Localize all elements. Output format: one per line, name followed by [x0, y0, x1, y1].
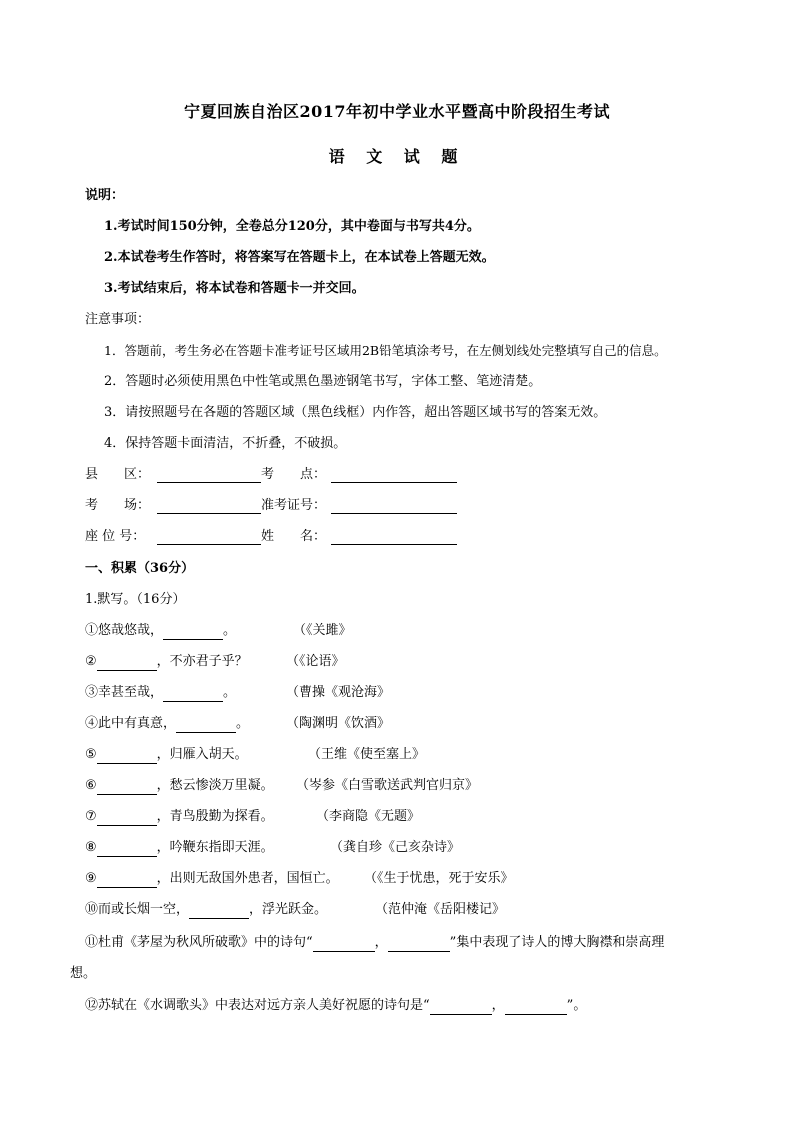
recitation-item: ⑤ ，归雁入胡天。 [85, 747, 248, 762]
answer-blank[interactable] [189, 904, 249, 919]
recitation-item: ⑩而或长烟一空， ，浮光跃金。 [85, 902, 328, 917]
exam-title: 宁夏回族自治区2017年初中学业水平暨高中阶段招生考试 [183, 102, 611, 121]
note-item: 3．请按照题号在各题的答题区域（黑色线框）内作答，超出答题区域书写的答案无效。 [104, 405, 607, 420]
answer-blank[interactable] [97, 873, 157, 888]
item-source: （李商隐《无题》 [316, 809, 421, 824]
answer-blank[interactable] [97, 749, 157, 764]
seat-no-field[interactable] [157, 544, 261, 545]
item-source: （《论语》 [286, 654, 345, 669]
recitation-item: ④此中有真意， 。 [85, 716, 250, 731]
answer-blank[interactable] [163, 625, 223, 640]
recitation-item: ② ，不亦君子乎？ [85, 654, 248, 669]
county-field[interactable] [157, 482, 261, 483]
recitation-item-11-cont: 想。 [70, 966, 97, 981]
instruction-item: 2.本试卷考生作答时，将答案写在答题卡上，在本试卷上答题无效。 [104, 250, 495, 265]
item-source: （陶渊明《饮酒》 [286, 716, 391, 731]
answer-blank[interactable] [176, 718, 236, 733]
answer-blank[interactable] [313, 937, 375, 952]
note-item: 4．保持答题卡面清洁，不折叠，不破损。 [104, 436, 347, 451]
name-label: 姓 名： [261, 529, 327, 544]
answer-blank[interactable] [97, 811, 157, 826]
answer-blank[interactable] [97, 656, 157, 671]
exam-site-label: 考 点： [261, 467, 327, 482]
item-source: （《生于忧患，死于安乐》 [364, 871, 514, 886]
ticket-no-label: 准考证号： [261, 498, 327, 513]
instruction-item: 3.考试结束后，将本试卷和答题卡一并交回。 [104, 281, 365, 296]
answer-blank[interactable] [430, 1000, 492, 1015]
instructions-heading: 说明： [85, 188, 125, 203]
answer-blank[interactable] [388, 937, 450, 952]
answer-blank[interactable] [163, 687, 223, 702]
question-1: 1.默写。（16分） [85, 592, 186, 607]
note-item: 1．答题前，考生务必在答题卡准考证号区域用2B铅笔填涂考号，在左侧划线处完整填写自己的信息。 [104, 343, 667, 358]
name-field[interactable] [331, 544, 457, 545]
section-heading: 一、积累（36分） [85, 561, 195, 576]
recitation-item: ⑥ ，愁云惨淡万里凝。 [85, 778, 274, 793]
answer-blank[interactable] [97, 842, 157, 857]
recitation-item: ③幸甚至哉， 。 [85, 685, 237, 700]
exam-room-label: 考 场： [85, 498, 151, 513]
instruction-item: 1.考试时间150分钟，全卷总分120分，其中卷面与书写共4分。 [104, 219, 480, 234]
item-source: （岑参《白雪歌送武判官归京》 [296, 778, 479, 793]
recitation-item: ⑧ ，吟鞭东指即天涯。 [85, 840, 274, 855]
answer-blank[interactable] [97, 780, 157, 795]
exam-site-field[interactable] [331, 482, 457, 483]
exam-room-field[interactable] [157, 513, 261, 514]
recitation-item: ⑨ ，出则无敌国外患者，国恒亡。 [85, 871, 339, 886]
note-item: 2．答题时必须使用黑色中性笔或黑色墨迹钢笔书写，字体工整、笔迹清楚。 [104, 374, 542, 389]
recitation-item: ①悠哉悠哉， 。 [85, 623, 237, 638]
item-source: （龚自珍《己亥杂诗》 [330, 840, 461, 855]
exam-subtitle: 语 文 试 题 [328, 147, 466, 166]
item-source: （《关雎》 [293, 623, 352, 638]
recitation-item-11: ⑪杜甫《茅屋为秋风所破歌》中的诗句“ ， ”集中表现了诗人的博大胸襟和崇高理 [85, 935, 665, 950]
item-source: （王维《使至塞上》 [308, 747, 426, 762]
seat-no-label: 座 位 号： [85, 529, 146, 544]
recitation-item: ⑦ ，青鸟殷勤为探看。 [85, 809, 274, 824]
item-source: （范仲淹《岳阳楼记》 [375, 902, 506, 917]
answer-blank[interactable] [505, 1000, 567, 1015]
county-label: 县 区： [85, 467, 151, 482]
ticket-no-field[interactable] [331, 513, 457, 514]
item-source: （曹操《观沧海》 [286, 685, 391, 700]
notes-heading: 注意事项： [85, 312, 151, 327]
recitation-item-12: ⑫苏轼在《水调歌头》中表达对远方亲人美好祝愿的诗句是“ ， ”。 [85, 998, 587, 1013]
